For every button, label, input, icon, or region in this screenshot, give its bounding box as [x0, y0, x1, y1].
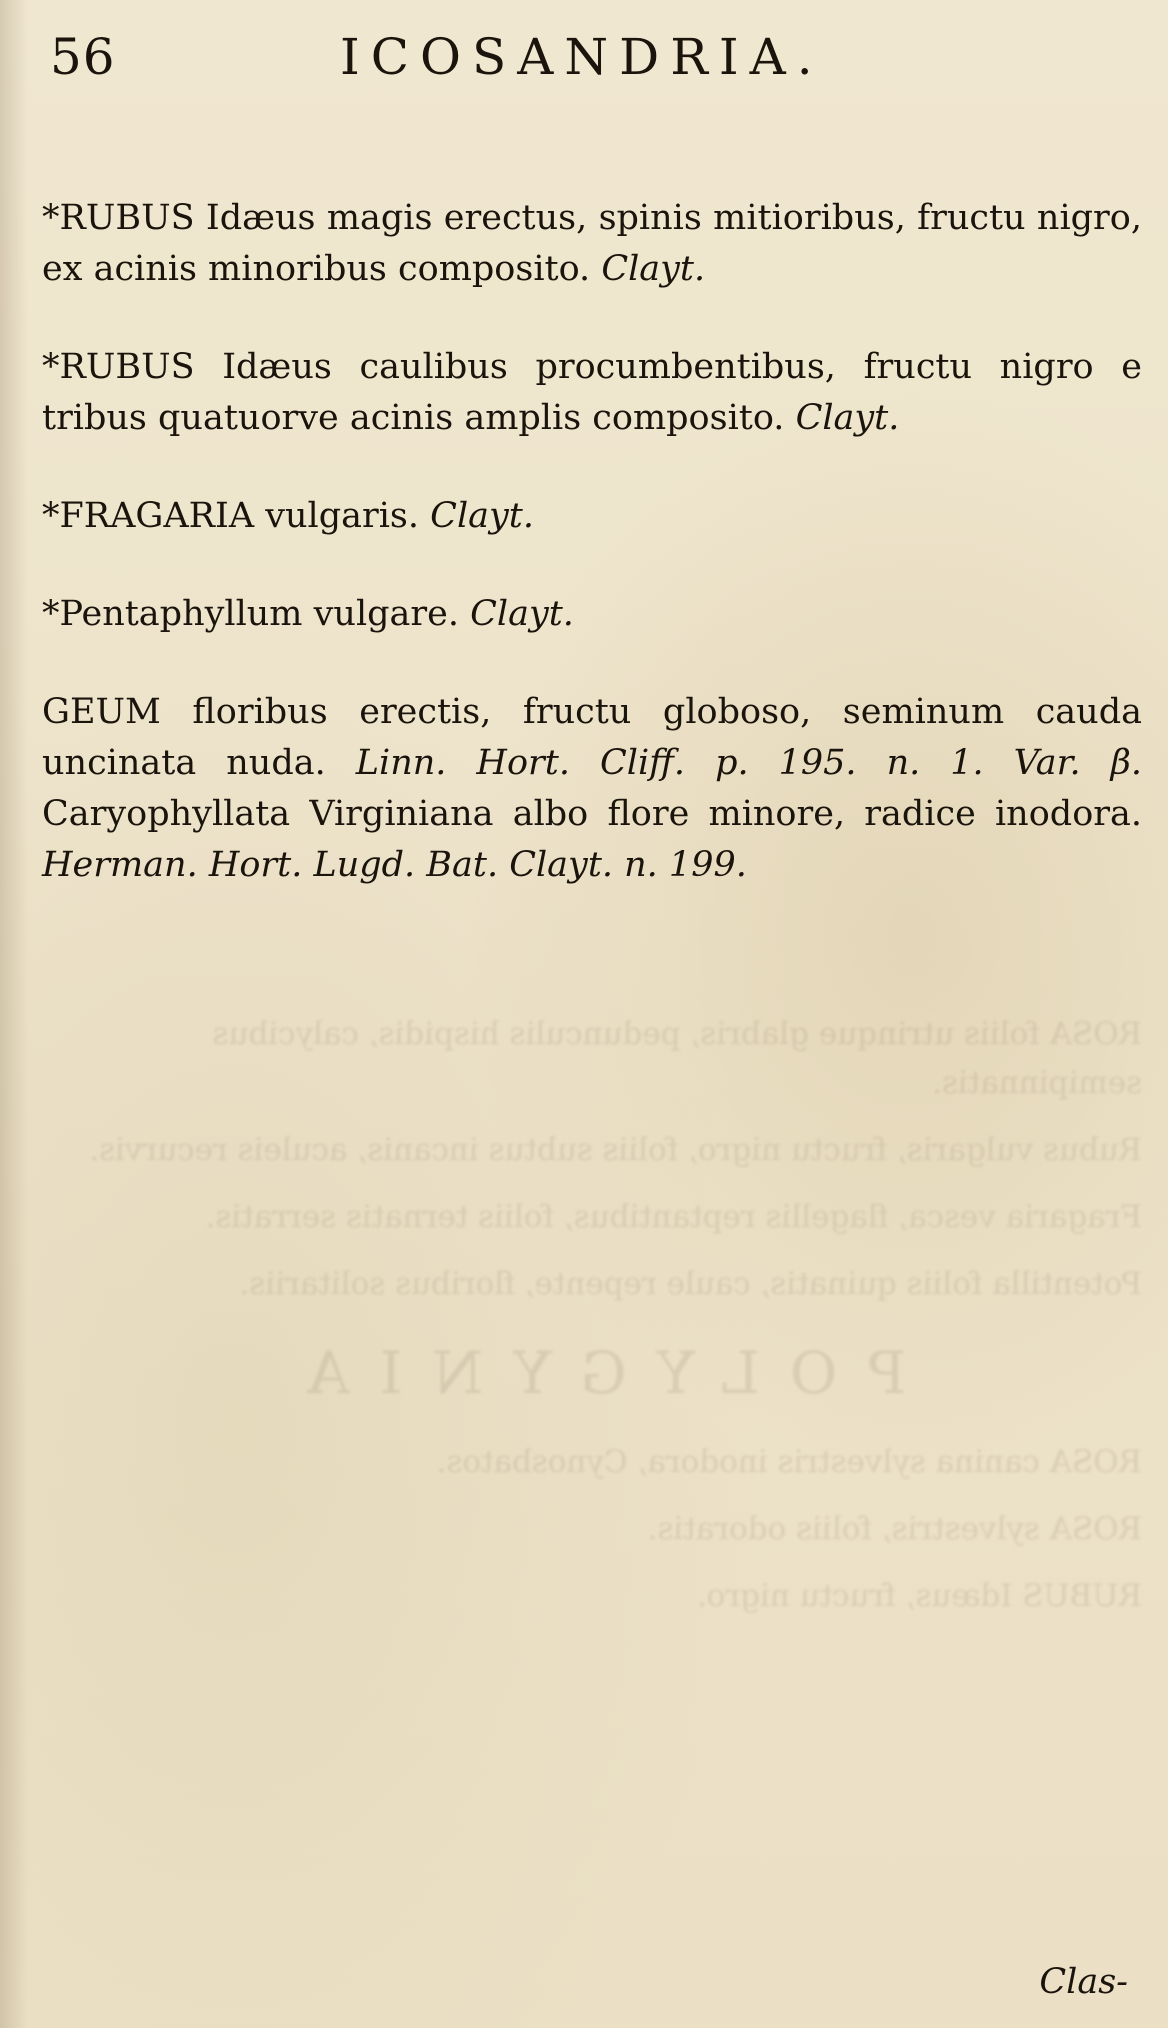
bleed-through-text: ROSA foliis utrinque glabris, pedunculis hispidis, calycibus semipinnatis. Rubus vulgaris, fructu nigro, foliis subtus incanis, aculeis recurvis. Fragaria vesca, flagellis reptantibus, foliis ternatis serratis. Potentilla foliis quinatis, caule repente, floribus solitariis. POLYGYNIA ROSA canina sylvestris inodora, Cynosbatos. ROSA sylvestris, foliis odoratis. RUBUS Idæus, fructu nigro. — [89, 1016, 1142, 1614]
entry-fragaria — [42, 491, 1142, 542]
entry-source: Clayt. — [430, 496, 534, 536]
entry-text: GEUM floribus erectis, fructu globoso, seminum cauda uncinata nuda. — [42, 692, 1142, 783]
entry-synonym: Caryophyllata Virginiana albo flore minore, radice inodora. — [42, 794, 1142, 834]
entry-rubus-erectus — [42, 193, 1142, 295]
entry-source: Clayt. — [470, 594, 574, 634]
entry-pentaphyllum — [42, 589, 1142, 640]
entry-reference: Linn. Hort. Cliff. p. 195. n. 1. Var. β. — [355, 743, 1143, 783]
entry-geum — [42, 687, 1142, 891]
entries-list — [42, 158, 1142, 938]
running-head: ICOSANDRIA. — [340, 28, 824, 86]
entry-text: *Pentaphyllum vulgare. — [42, 594, 459, 634]
entry-rubus-procumbens — [42, 342, 1142, 444]
entry-source: Clayt. — [795, 398, 900, 438]
entry-text: *RUBUS Idæus caulibus procumbentibus, fructu nigro e tribus quatuorve acinis amplis composito. — [42, 347, 1142, 438]
page-header — [50, 22, 1140, 92]
entry-reference: Herman. Hort. Lugd. Bat. Clayt. n. 199. — [42, 845, 747, 885]
catchword: Clas- — [1039, 1962, 1128, 2002]
entry-text: *RUBUS Idæus magis erectus, spinis mitioribus, fructu nigro, ex acinis minoribus composito. — [42, 198, 1142, 289]
entry-source: Clayt. — [601, 249, 706, 289]
page-number: 56 — [50, 28, 116, 86]
spine-shadow — [0, 0, 28, 2028]
entry-text: *FRAGARIA vulgaris. — [42, 496, 420, 536]
